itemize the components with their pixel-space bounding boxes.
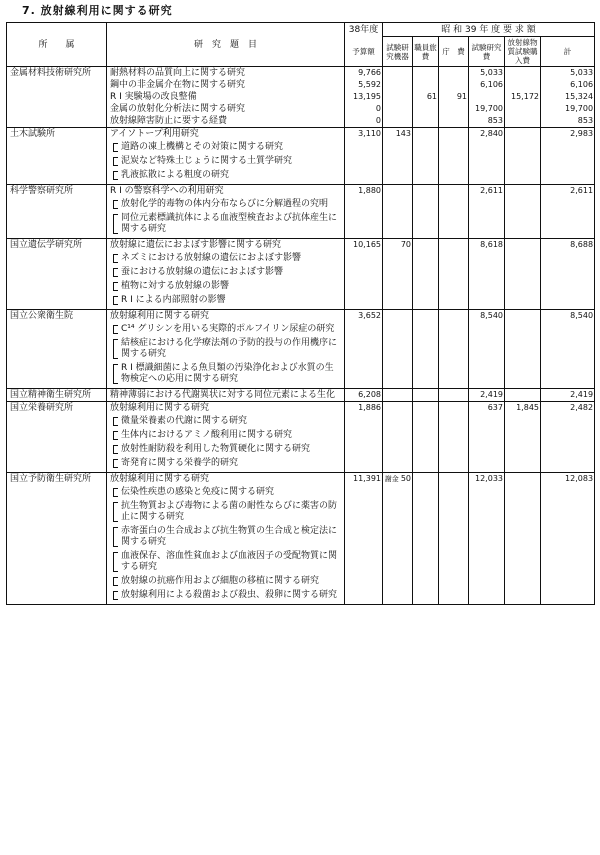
table-header (7, 23, 595, 67)
cell-commission: 15,172 (505, 91, 541, 103)
subtopic-item: 血液保存、溶血性貧血および血液因子の受配物質に関する研究 (110, 551, 341, 573)
cell-total: 8,688 (541, 239, 595, 310)
topic-title: 精神薄弱における代謝異状に対する同位元素による生化 (110, 390, 336, 400)
institution-cell: 国立公衆衛生院 (7, 310, 107, 389)
topic-cell (107, 79, 345, 91)
cell-salary (413, 239, 439, 310)
cell-office (439, 310, 469, 389)
subtopic-item: ネズミにおける放射線の遺伝におよぼす影響 (110, 253, 341, 264)
section-title: 7. 放射線利用に関する研究 (22, 4, 173, 17)
subtopic-item: 乳液拡散による粗度の研究 (110, 170, 341, 181)
cell-office (439, 103, 469, 115)
subtopic-item: R I 標識細菌による魚貝類の汚染浄化および水質の生物検定への応用に関する研究 (110, 363, 341, 385)
cell-office (439, 473, 469, 605)
table-row (7, 310, 595, 389)
cell-salary (413, 79, 439, 91)
table-row (7, 67, 595, 80)
cell-commission (505, 128, 541, 185)
topic-title: アイソトープ利用研究 (110, 129, 199, 139)
cell-b38: 11,391 (345, 473, 383, 605)
cell-equipment: 70 (383, 239, 413, 310)
cell-total: 2,482 (541, 402, 595, 473)
table-row (7, 239, 595, 310)
topic-title: 放射線に遺伝におよぼす影響に関する研究 (110, 240, 282, 250)
cell-b38: 9,766 (345, 67, 383, 80)
cell-equipment (383, 91, 413, 103)
cell-total: 6,106 (541, 79, 595, 91)
topic-cell (107, 128, 345, 185)
cell-total: 5,033 (541, 67, 595, 80)
cell-commission: 1,845 (505, 402, 541, 473)
institution-cell: 国立精神衛生研究所 (7, 389, 107, 402)
table-body (7, 67, 595, 605)
cell-salary (413, 402, 439, 473)
cell-total: 12,083 (541, 473, 595, 605)
topic-cell (107, 91, 345, 103)
cell-research (469, 91, 505, 103)
institution-cell: 科学警察研究所 (7, 185, 107, 239)
institution-cell (7, 103, 107, 115)
header-commission: 放射線物質試験購入費 (505, 37, 541, 67)
cell-office (439, 128, 469, 185)
cell-b38: 5,592 (345, 79, 383, 91)
table-row (7, 128, 595, 185)
equipment-value: 50 (400, 474, 411, 483)
subtopic-item: 放射化学的毒物の体内分布ならびに分解過程の究明 (110, 199, 341, 210)
cell-office (439, 185, 469, 239)
cell-salary (413, 128, 439, 185)
subtopic-item: 放射線の抗癌作用および細胞の移植に関する研究 (110, 576, 341, 587)
subtopic-item: 赤寄蛋白の生合成および抗生物質の生合成と検定法に関する研究 (110, 526, 341, 548)
cell-equipment (383, 402, 413, 473)
cell-b38: 3,652 (345, 310, 383, 389)
subtopic-item: 蚕における放射線の遺伝におよぼす影響 (110, 267, 341, 278)
subtopic-item: 植物に対する放射線の影響 (110, 281, 341, 292)
cell-research: 2,611 (469, 185, 505, 239)
header-budget38: 予算額 (345, 37, 383, 67)
table-row (7, 185, 595, 239)
topic-cell (107, 67, 345, 80)
topic-title: 放射線障害防止に要する経費 (110, 116, 228, 126)
cell-salary (413, 67, 439, 80)
cell-salary: 61 (413, 91, 439, 103)
table-row (7, 79, 595, 91)
cell-office (439, 389, 469, 402)
topic-cell (107, 185, 345, 239)
topic-title: 金属の放射化分析法に関する研究 (110, 104, 246, 114)
subtopic-item: 放射線利用による殺菌および殺虫、殺卵に関する研究 (110, 590, 341, 601)
subtopic-item: R I による内部照射の影響 (110, 295, 341, 306)
equipment-note: 謝金 (384, 475, 399, 483)
cell-office (439, 115, 469, 128)
cell-commission (505, 67, 541, 80)
institution-cell (7, 79, 107, 91)
cell-commission (505, 103, 541, 115)
cell-commission (505, 473, 541, 605)
cell-b38: 1,886 (345, 402, 383, 473)
cell-total: 2,983 (541, 128, 595, 185)
topic-cell (107, 103, 345, 115)
subtopic-item: 伝染性疾患の感染と免疫に関する研究 (110, 487, 341, 498)
budget-table (6, 22, 595, 605)
cell-b38: 10,165 (345, 239, 383, 310)
topic-cell (107, 310, 345, 389)
institution-cell: 土木試験所 (7, 128, 107, 185)
cell-commission (505, 389, 541, 402)
cell-b38: 1,880 (345, 185, 383, 239)
cell-total: 853 (541, 115, 595, 128)
institution-cell: 国立遺伝学研究所 (7, 239, 107, 310)
cell-equipment (383, 79, 413, 91)
cell-equipment (383, 473, 413, 605)
subtopic-item: 生体内におけるアミノ酸利用に関する研究 (110, 430, 341, 441)
subtopic-item: C¹⁴ グリシンを用いる実際的ポルフイリン尿症の研究 (110, 324, 341, 335)
subtopic-item: 微量栄養素の代謝に関する研究 (110, 416, 341, 427)
cell-equipment (383, 115, 413, 128)
cell-salary (413, 103, 439, 115)
cell-commission (505, 185, 541, 239)
header-budget38-top: 38年度 (345, 23, 383, 37)
topic-cell (107, 389, 345, 402)
header-topic: 研 究 題 目 (107, 23, 345, 67)
header-salary: 職員旅費 (413, 37, 439, 67)
cell-commission (505, 79, 541, 91)
cell-total: 15,324 (541, 91, 595, 103)
cell-research: 8,618 (469, 239, 505, 310)
cell-research: 5,033 (469, 67, 505, 80)
topic-title: 放射線利用に関する研究 (110, 474, 210, 484)
table-row (7, 473, 595, 605)
subtopic-item: 泥炭など特殊土じょうに関する土質学研究 (110, 156, 341, 167)
topic-cell (107, 473, 345, 605)
cell-equipment: 143 (383, 128, 413, 185)
topic-cell (107, 402, 345, 473)
table-row (7, 91, 595, 103)
institution-cell (7, 91, 107, 103)
cell-total: 2,419 (541, 389, 595, 402)
cell-salary (413, 310, 439, 389)
cell-research: 19,700 (469, 103, 505, 115)
subtopic-item: 放射性耐防殺を利用した物質硬化に関する研究 (110, 444, 341, 455)
cell-equipment (383, 185, 413, 239)
subtopic-item: 抗生物質および毒物による菌の耐性ならびに薬害の防止に関する研究 (110, 501, 341, 523)
topic-cell (107, 115, 345, 128)
topic-cell (107, 239, 345, 310)
cell-office: 91 (439, 91, 469, 103)
header-research: 試験研究費 (469, 37, 505, 67)
cell-office (439, 239, 469, 310)
cell-commission (505, 239, 541, 310)
cell-b38: 6,208 (345, 389, 383, 402)
cell-salary (413, 185, 439, 239)
header-request-group: 昭 和 39 年 度 要 求 額 (383, 23, 595, 37)
table-row (7, 115, 595, 128)
cell-research: 12,033 (469, 473, 505, 605)
cell-research: 637 (469, 402, 505, 473)
cell-b38: 3,110 (345, 128, 383, 185)
cell-b38: 0 (345, 115, 383, 128)
cell-research: 2,840 (469, 128, 505, 185)
cell-commission (505, 115, 541, 128)
institution-cell (7, 115, 107, 128)
cell-office (439, 402, 469, 473)
cell-total: 8,540 (541, 310, 595, 389)
cell-equipment (383, 310, 413, 389)
subtopic-item: 寄発育に関する栄養学的研究 (110, 458, 341, 469)
cell-salary (413, 115, 439, 128)
topic-title: 放射線利用に関する研究 (110, 403, 210, 413)
cell-salary (413, 389, 439, 402)
institution-cell: 金属材料技術研究所 (7, 67, 107, 80)
institution-cell: 国立予防衛生研究所 (7, 473, 107, 605)
cell-equipment (383, 103, 413, 115)
topic-title: 耐熱材料の品質向上に関する研究 (110, 68, 246, 78)
header-total: 計 (541, 37, 595, 67)
topic-title: R I の警察科学への利用研究 (110, 186, 224, 196)
cell-b38: 0 (345, 103, 383, 115)
cell-research: 8,540 (469, 310, 505, 389)
header-office: 庁 費 (439, 37, 469, 67)
cell-office (439, 79, 469, 91)
topic-title: 放射線利用に関する研究 (110, 311, 210, 321)
cell-total: 2,611 (541, 185, 595, 239)
cell-commission (505, 310, 541, 389)
cell-equipment (383, 67, 413, 80)
cell-office (439, 67, 469, 80)
cell-total: 19,700 (541, 103, 595, 115)
table-row (7, 402, 595, 473)
cell-b38: 13,195 (345, 91, 383, 103)
topic-title: 鋼中の非金属介在物に関する研究 (110, 80, 246, 90)
cell-research: 2,419 (469, 389, 505, 402)
subtopic-item: 道路の凍上機構とその対策に関する研究 (110, 142, 341, 153)
cell-equipment (383, 389, 413, 402)
subtopic-item: 同位元素標識抗体による血液型検査および抗体産生に関する研究 (110, 213, 341, 235)
cell-salary (413, 473, 439, 605)
cell-research: 6,106 (469, 79, 505, 91)
topic-title: R I 実験場の改良整備 (110, 92, 197, 102)
header-equipment: 試験研究機器 (383, 37, 413, 67)
table-row (7, 389, 595, 402)
cell-research: 853 (469, 115, 505, 128)
institution-cell: 国立栄養研究所 (7, 402, 107, 473)
table-row (7, 103, 595, 115)
header-institution: 所 属 (7, 23, 107, 67)
subtopic-item: 結核症における化学療法剤の予防的投与の作用機序に関する研究 (110, 338, 341, 360)
